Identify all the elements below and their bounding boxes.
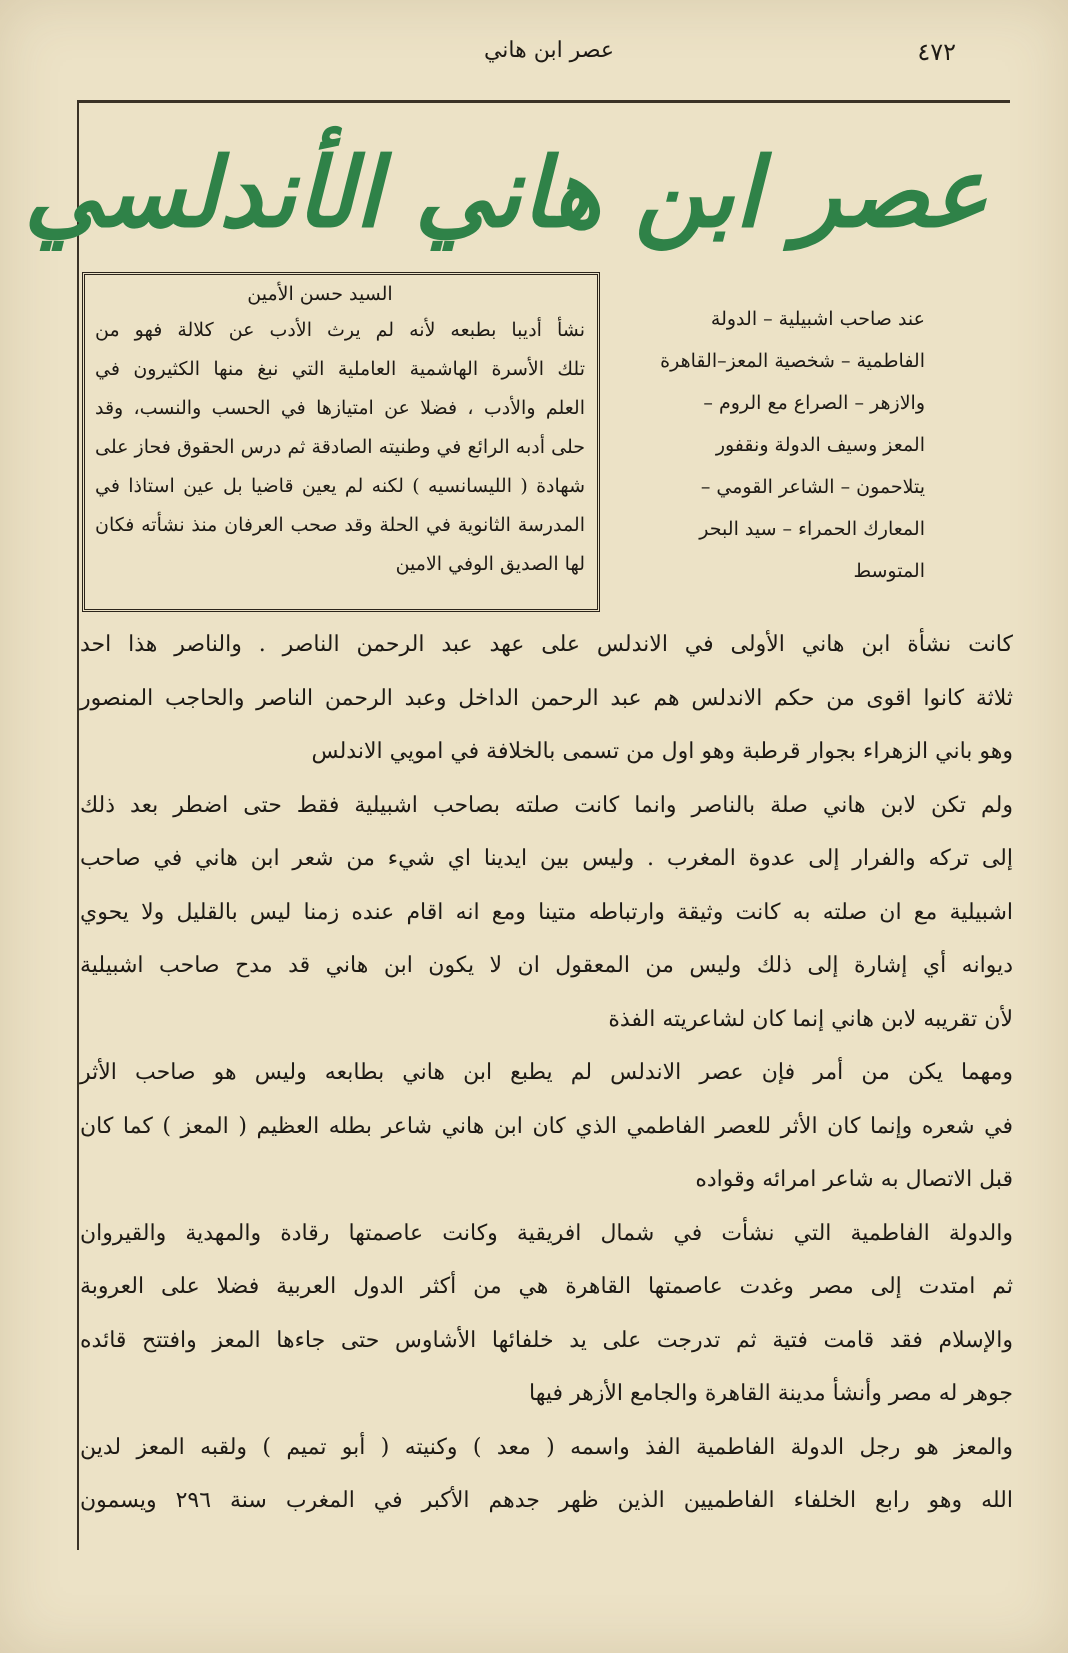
topic-line: الفاطمية – شخصية المعز–القاهرة xyxy=(660,350,925,372)
topic-line: والازهر – الصراع مع الروم – xyxy=(703,392,925,414)
body-line: اشبيلية مع ان صلته به كانت وثيقة وارتباطه متينا ومع انه اقام عنده زمنا ليس بالقليل ولا يحوي xyxy=(80,899,1013,925)
topic-line: المعارك الحمراء – سيد البحر xyxy=(699,518,925,540)
running-title: عصر ابن هاني xyxy=(483,38,615,63)
bio-line: لها الصديق الوفي الامين xyxy=(395,553,585,575)
body-line: والدولة الفاطمية التي نشأت في شمال افريقية وكانت عاصمتها رقادة والمهدية والقيروان xyxy=(80,1220,1013,1246)
bio-line: نشأ أديبا بطبعه لأنه لم يرث الأدب عن كلالة فهو من xyxy=(95,319,585,341)
article-title-banner: عصر ابن هاني الأندلسي xyxy=(23,137,988,249)
topic-line: عند صاحب اشبيلية – الدولة xyxy=(710,308,925,330)
body-line: جوهر له مصر وأنشأ مدينة القاهرة والجامع الأزهر فيها xyxy=(529,1381,1013,1406)
body-line: ولم تكن لابن هاني صلة بالناصر وانما كانت صلته بصاحب اشبيلية فقط حتى اضطر بعد ذلك xyxy=(80,792,1013,818)
body-line: والإسلام فقد قامت فتية ثم تدرجت على يد خلفائها الأشاوس حتى جاءها المعز وافتتح قائده xyxy=(80,1327,1013,1353)
body-line: الله وهو رابع الخلفاء الفاطميين الذين ظهر جدهم الأكبر في المغرب سنة ٢٩٦ ويسمون xyxy=(80,1488,1014,1513)
left-margin-rule xyxy=(77,100,79,1550)
topic-line: يتلاحمون – الشاعر القومي – xyxy=(700,476,925,498)
bio-line: العلم والأدب ، فضلا عن امتيازها في الحسب والنسب، وقد xyxy=(95,397,585,419)
body-line: ثلاثة كانوا اقوى من حكم الاندلس هم عبد الرحمن الداخل وعبد الرحمن الناصر والحاجب المنصور xyxy=(80,685,1013,711)
bio-line: شهادة ( الليسانسيه ) لكنه لم يعين قاضيا بل عين استاذا في xyxy=(95,475,585,497)
body-line: ثم امتدت إلى مصر وغدت عاصمتها القاهرة هي من أكثر الدول العربية فضلا على العروبة xyxy=(80,1274,1013,1299)
author-bio-box xyxy=(82,272,600,612)
topic-line: المتوسط xyxy=(853,560,925,582)
body-line: وهو باني الزهراء بجوار قرطبة وهو اول من تسمى بالخلافة في امويي الاندلس xyxy=(311,739,1013,764)
page-number: ٤٧٢ xyxy=(917,38,956,66)
author-name: السيد حسن الأمين xyxy=(247,283,393,305)
bio-line: المدرسة الثانوية في الحلة وقد صحب العرفان منذ نشأته فكان xyxy=(95,514,585,536)
body-line: ديوانه أي إشارة إلى ذلك وليس من المعقول ان لا يكون ابن هاني قد مدح صاحب اشبيلية xyxy=(80,953,1013,978)
body-line: ومهما يكن من أمر فإن عصر الاندلس لم يطبع ابن هاني بطابعه وليس هو صاحب الأثر xyxy=(80,1060,1013,1085)
bio-line: تلك الأسرة الهاشمية العاملية التي نبغ منها الكثيرون في xyxy=(95,358,585,380)
topic-line: المعز وسيف الدولة ونقفور xyxy=(715,434,925,456)
body-line: قبل الاتصال به شاعر امرائه وقواده xyxy=(695,1167,1013,1192)
body-line: كانت نشأة ابن هاني الأولى في الاندلس على عهد عبد الرحمن الناصر . والناصر هذا احد xyxy=(80,632,1013,657)
body-line: في شعره وإنما كان الأثر للعصر الفاطمي الذي كان ابن هاني شاعر بطله العظيم ( المعز ) كما كان xyxy=(80,1113,1013,1139)
article-topics xyxy=(625,298,925,592)
bio-line: حلى أدبه الرائع في وطنيته الصادقة ثم درس الحقوق فحاز على xyxy=(95,436,585,458)
body-line: لأن تقريبه لابن هاني إنما كان لشاعريته الفذة xyxy=(608,1006,1013,1032)
top-rule xyxy=(77,100,1010,103)
body-line: والمعز هو رجل الدولة الفاطمية الفذ واسمه ( معد ) وكنيته ( أبو تميم ) ولقبه المعز لدين xyxy=(80,1434,1013,1460)
article-body xyxy=(80,618,1013,1528)
body-line: إلى تركه والفرار إلى عدوة المغرب . وليس بين ايدينا اي شيء من شعر ابن هاني في صاحب xyxy=(80,846,1013,871)
page-header xyxy=(90,38,1008,78)
